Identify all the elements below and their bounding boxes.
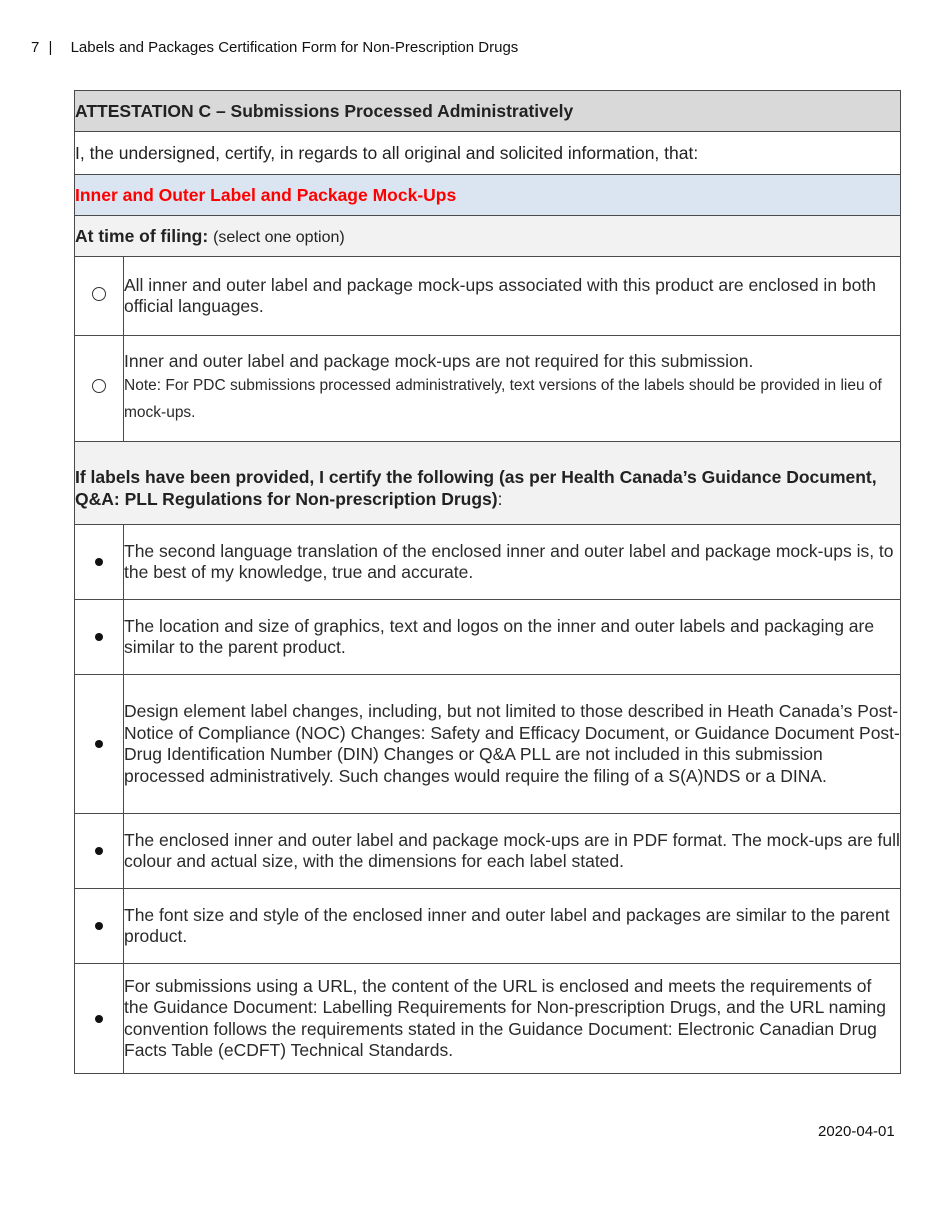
section-heading-row <box>75 175 901 216</box>
bullet-icon <box>95 922 103 930</box>
bullet-cell <box>75 525 124 600</box>
page-number: 7 <box>31 39 40 56</box>
filing-instruction <box>75 216 901 257</box>
bullet-text: Design element label changes, including, but not limited to those described in Heath Canada’s Post-Notice of Compliance (NOC) Changes: Safety and Efficacy Document, or Guidance Document Post-Drug Identification Number (DIN) Changes or Q&A PLL are not included in this submission processed administratively. Such changes would require the filing of a S(A)NDS or a DINA. <box>124 675 901 814</box>
option-row <box>75 257 901 336</box>
certify-heading <box>75 456 900 510</box>
filing-label: At time of filing: <box>75 225 209 246</box>
bullet-icon <box>95 1015 103 1023</box>
bullet-text: The font size and style of the enclosed inner and outer label and packages are similar to the parent product. <box>124 889 901 964</box>
bullet-text: The location and size of graphics, text and logos on the inner and outer labels and packaging are similar to the parent product. <box>124 600 901 675</box>
bullet-row <box>75 814 901 889</box>
radio-button[interactable] <box>92 379 106 393</box>
footer-date: 2020-04-01 <box>818 1123 895 1140</box>
bullet-row <box>75 525 901 600</box>
bullet-text: For submissions using a URL, the content of the URL is enclosed and meets the requirements of the Guidance Document: Labelling Requirements for Non-prescription Drugs, and the URL naming convention follows the requirements stated in the Guidance Document: Electronic Canadian Drug Facts Table (eCDFT) Technical Standards. <box>124 964 901 1074</box>
certify-heading-text: If labels have been provided, I certify the following (as per Health Canada’s Guidance Document, Q&A: PLL Regulations for Non-prescription Drugs) <box>75 467 877 509</box>
attestation-title: ATTESTATION C – Submissions Processed Administratively <box>75 91 901 132</box>
option-content <box>124 336 901 442</box>
option-note: Note: For PDC submissions processed administratively, text versions of the labels should be provided in lieu of mock-ups. <box>124 377 882 422</box>
bullet-cell <box>75 814 124 889</box>
certify-heading-colon: : <box>497 489 503 509</box>
header-separator: | <box>48 39 53 56</box>
option-row <box>75 336 901 442</box>
bullet-icon <box>95 847 103 855</box>
option-radio-cell[interactable] <box>75 257 124 336</box>
radio-button[interactable] <box>92 287 106 301</box>
attestation-title-row <box>75 91 901 132</box>
section-heading: Inner and Outer Label and Package Mock-Ups <box>75 175 901 216</box>
bullet-row <box>75 889 901 964</box>
bullet-row <box>75 675 901 814</box>
bullet-cell <box>75 889 124 964</box>
filing-hint: (select one option) <box>213 228 345 246</box>
bullet-icon <box>95 558 103 566</box>
bullet-icon <box>95 633 103 641</box>
document-title: Labels and Packages Certification Form for Non-Prescription Drugs <box>70 39 519 56</box>
option-text: All inner and outer label and package mock-ups associated with this product are enclosed in both official languages. <box>124 257 901 336</box>
certify-heading-cell <box>75 442 901 525</box>
bullet-cell <box>75 600 124 675</box>
bullet-text: The enclosed inner and outer label and package mock-ups are in PDF format. The mock-ups are full colour and actual size, with the dimensions for each label stated. <box>124 814 901 889</box>
option-text: Inner and outer label and package mock-ups are not required for this submission. <box>124 350 754 371</box>
bullet-row <box>75 964 901 1074</box>
bullet-cell <box>75 675 124 814</box>
attestation-form-table <box>74 90 901 1074</box>
bullet-icon <box>95 740 103 748</box>
certify-heading-row <box>75 442 901 525</box>
intro-row <box>75 132 901 175</box>
option-radio-cell[interactable] <box>75 336 124 442</box>
filing-instruction-row <box>75 216 901 257</box>
bullet-text: The second language translation of the enclosed inner and outer label and package mock-ups is, to the best of my knowledge, true and accurate. <box>124 525 901 600</box>
page-header <box>31 39 518 56</box>
bullet-row <box>75 600 901 675</box>
intro-statement: I, the undersigned, certify, in regards to all original and solicited information, that: <box>75 132 901 175</box>
bullet-cell <box>75 964 124 1074</box>
